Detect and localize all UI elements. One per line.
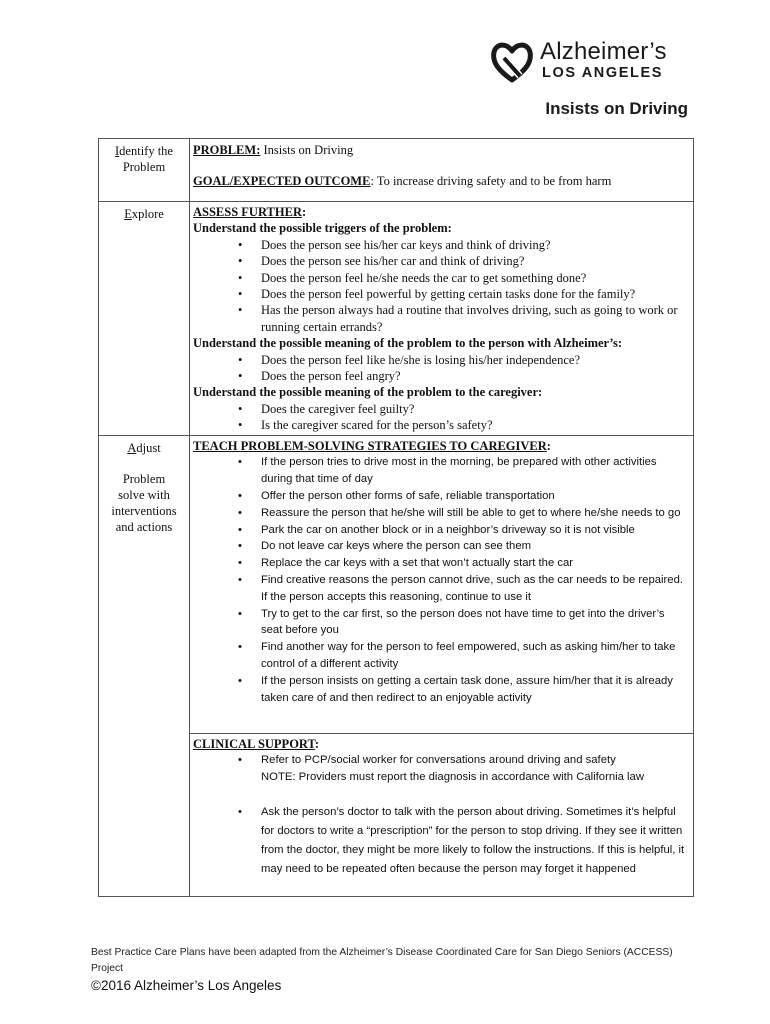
clinical-support-heading (193, 736, 689, 752)
row-identify (99, 139, 694, 202)
assess-further-heading (193, 204, 689, 220)
strategies-heading-text: TEACH PROBLEM-SOLVING STRATEGIES TO CAREGIVER (193, 439, 547, 453)
identify-label-initial: I (115, 144, 120, 158)
strategies-heading-colon: : (546, 439, 551, 453)
identify-label-rest: dentify the Problem (119, 144, 173, 174)
assess-further-colon: : (301, 205, 307, 219)
meaning-person-list (193, 352, 689, 385)
problem-line (193, 142, 689, 158)
logo-subtitle: LOS ANGELES (542, 65, 663, 81)
adjust-label-initial: A (127, 441, 137, 455)
goal-heading: GOAL/EXPECTED OUTCOME (193, 174, 371, 189)
triggers-list (193, 237, 689, 335)
adjust-label-rest: djust (136, 441, 161, 455)
list-item: • Is the caregiver scared for the person’s safety? (193, 417, 689, 433)
list-item: • Park the car on another block or in a neighbor’s driveway so it is not visible (193, 522, 689, 539)
explore-content-cell (190, 202, 694, 436)
page-title: Insists on Driving (545, 99, 688, 118)
explore-label-initial: E (124, 207, 132, 221)
list-item: • Does the person feel like he/she is losing his/her independence? (193, 352, 689, 368)
list-item: • If the person tries to drive most in the morning, be prepared with other activities during that time of day (193, 454, 689, 488)
row-adjust (99, 436, 694, 734)
clinical-note: NOTE: Providers must report the diagnosis in accordance with California law (261, 771, 645, 784)
list-item: • Does the person see his/her car keys and think of driving? (193, 237, 689, 253)
footer-note: Best Practice Care Plans have been adapted from the Alzheimer’s Disease Coordinated Care for San Diego Seniors (ACCESS) Project (91, 947, 673, 974)
adjust-label (99, 440, 189, 456)
list-item: • Has the person always had a routine that involves driving, such as going to work or running certain errands? (193, 302, 689, 335)
meaning-caregiver-heading: Understand the possible meaning of the problem to the caregiver: (193, 385, 543, 400)
list-item: • If the person insists on getting a certain task done, assure him/her that it is already taken care of and then redirect to an enjoyable activity (193, 673, 689, 707)
care-plan-table (98, 138, 694, 897)
list-item: • Does the person feel angry? (193, 368, 689, 384)
list-item: • Find another way for the person to feel empowered, such as asking him/her to take control of a different activity (193, 639, 689, 673)
clinical-support-list (193, 752, 689, 879)
adjust-label-sub: Problem solve with interventions and actions (111, 472, 177, 534)
list-item: • Do not leave car keys where the person can see them (193, 538, 689, 555)
list-item (193, 752, 689, 786)
list-item: • Ask the person’s doctor to talk with the person about driving. Sometimes it’s helpful for doctors to write a “prescription” for the person to stop driving. If they see it written from the doctor, they might be more likely to follow the instructions. If this is helpful, it may need to be repeated often because the person may forget it happened (193, 803, 689, 879)
list-item: • Reassure the person that he/she will still be able to get to where he/she needs to go (193, 505, 689, 522)
problem-heading: PROBLEM: (193, 143, 261, 157)
list-item: • Does the person feel he/she needs the car to get something done? (193, 270, 689, 286)
strategies-heading (193, 438, 689, 454)
strategies-list (193, 454, 689, 706)
list-item: • Find creative reasons the person cannot drive, such as the car needs to be repaired. If the person accepts this reasoning, continue to use it (193, 572, 689, 606)
explore-label-cell (99, 202, 190, 436)
row-explore (99, 202, 694, 436)
triggers-heading: Understand the possible triggers of the problem: (193, 221, 452, 236)
clinical-support-cell (190, 734, 694, 897)
meaning-person-heading: Understand the possible meaning of the problem to the person with Alzheimer’s: (193, 336, 623, 351)
list-item: • Try to get to the car first, so the person does not have time to get into the driver’s seat before you (193, 606, 689, 640)
list-item: • Does the person feel powerful by getting certain tasks done for the family? (193, 286, 689, 302)
logo-name: Alzheimer’s (540, 38, 667, 65)
list-item: • Offer the person other forms of safe, reliable transportation (193, 488, 689, 505)
identify-label-cell (99, 139, 190, 202)
list-item: • Replace the car keys with a set that won’t actually start the car (193, 555, 689, 572)
explore-label-rest: xplore (131, 207, 164, 221)
clinical-item-text: Refer to PCP/social worker for conversations around driving and safety (261, 754, 616, 767)
adjust-label-cell (99, 436, 190, 897)
copyright: ©2016 Alzheimer’s Los Angeles (91, 978, 282, 993)
problem-text: Insists on Driving (260, 143, 354, 157)
clinical-heading-text: CLINICAL SUPPORT (193, 737, 315, 751)
strategies-cell (190, 436, 694, 734)
identify-content-cell (190, 139, 694, 202)
clinical-heading-colon: : (314, 737, 320, 751)
assess-further-text: ASSESS FURTHER (193, 205, 302, 219)
goal-line (193, 173, 689, 189)
alzheimers-la-logo (490, 38, 700, 86)
list-item: • Does the caregiver feel guilty? (193, 401, 689, 417)
meaning-caregiver-list (193, 401, 689, 434)
goal-text: : To increase driving safety and to be from harm (370, 174, 612, 189)
heart-ribbon-icon (490, 40, 536, 84)
list-item: • Does the person see his/her car and think of driving? (193, 253, 689, 269)
